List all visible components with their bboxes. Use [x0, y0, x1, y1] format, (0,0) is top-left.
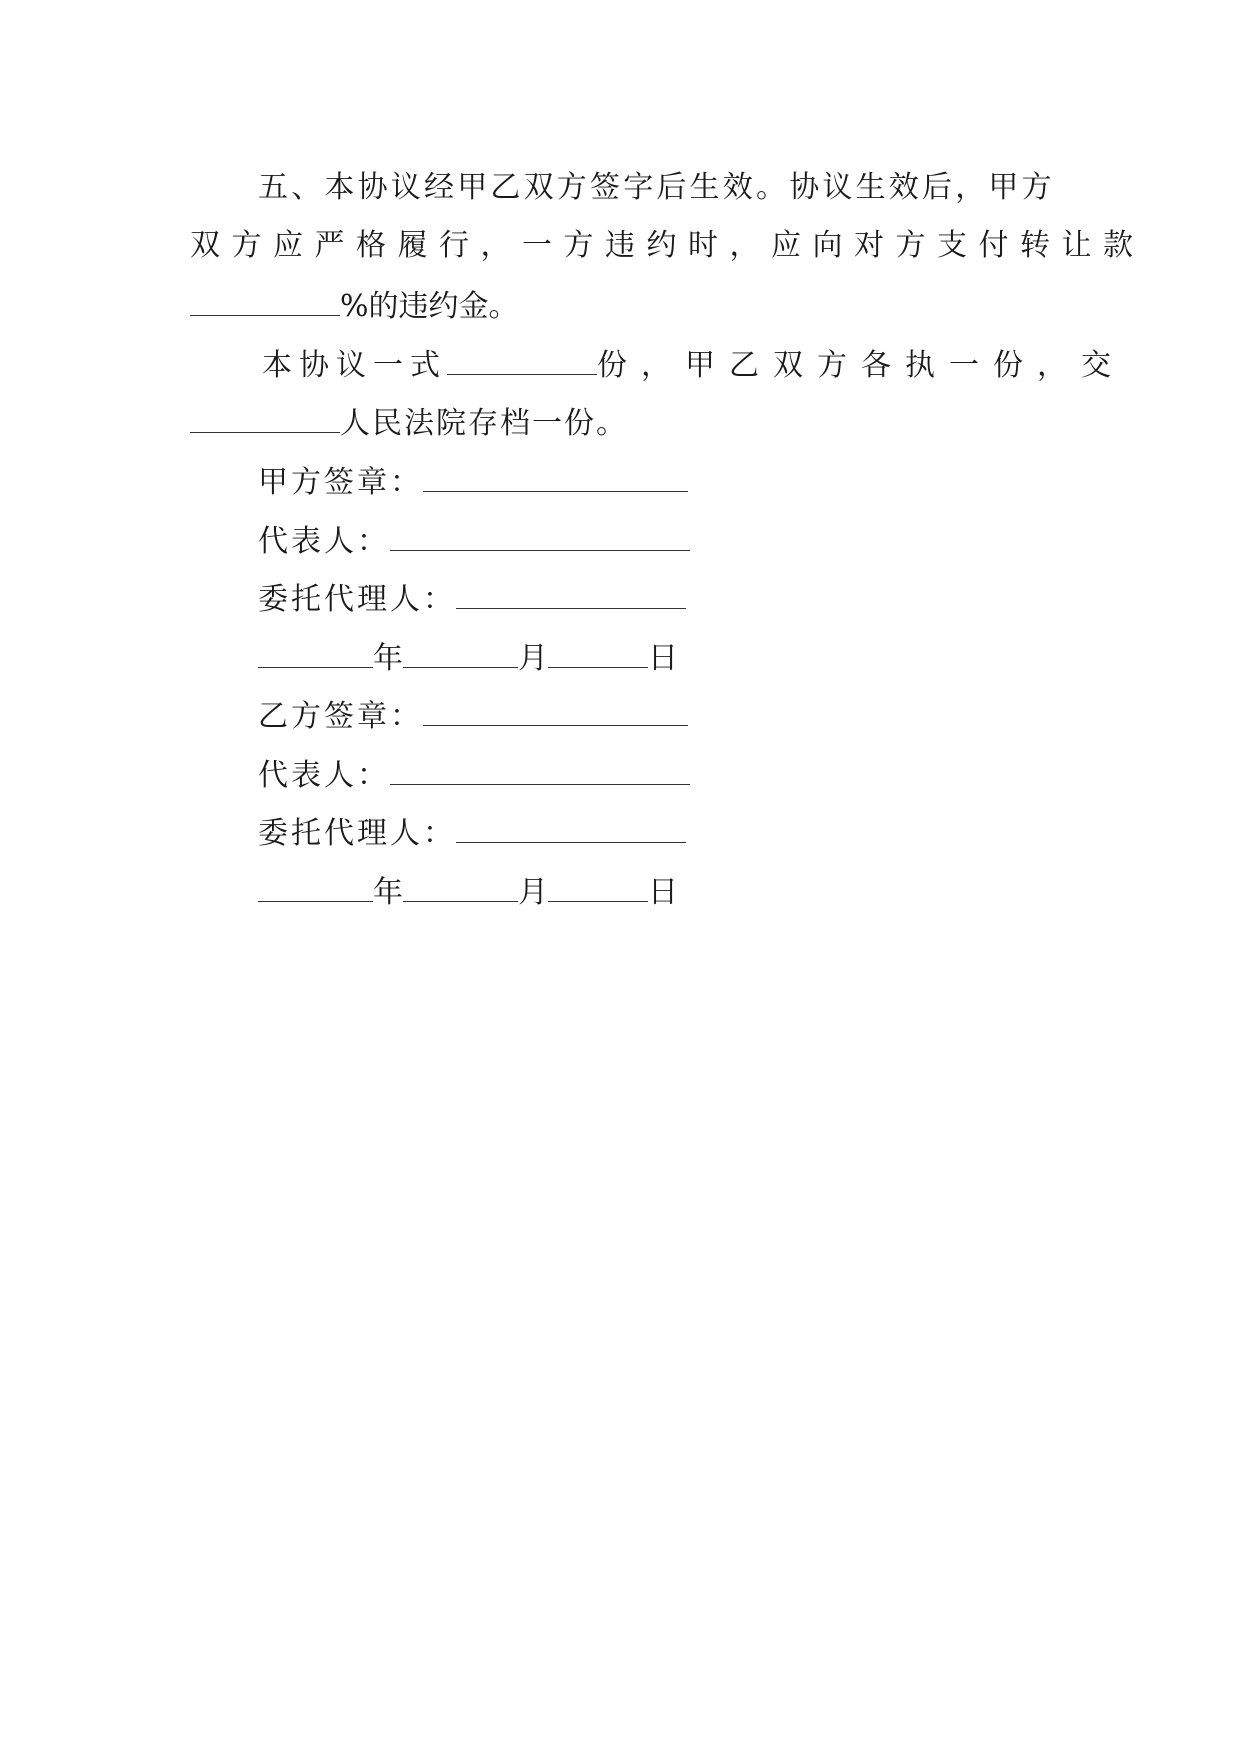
copies-line2: [190, 402, 628, 442]
clause5-text-2: 双方应严格履行，一方违约时，应向对方支付转让款: [190, 228, 1145, 263]
copies-count-blank[interactable]: [447, 344, 597, 375]
party-b-rep-label: 代表人：: [258, 758, 390, 793]
party-a-agent-line: [258, 578, 686, 618]
party-b-date-line: [258, 871, 678, 911]
party-b-agent-label: 委托代理人：: [258, 816, 456, 851]
party-a-seal-blank[interactable]: [423, 461, 688, 492]
party-a-day-label: 日: [648, 641, 678, 676]
party-a-year-label: 年: [373, 641, 403, 676]
party-b-day-blank[interactable]: [548, 871, 648, 902]
party-a-seal-label: 甲方签章：: [258, 465, 423, 500]
party-a-agent-blank[interactable]: [456, 578, 686, 609]
copies-text-1: 本协议一式: [262, 348, 447, 383]
party-a-rep-line: [258, 520, 690, 560]
party-a-date-line: [258, 637, 678, 677]
party-b-seal-label: 乙方签章：: [258, 699, 423, 734]
party-a-rep-blank[interactable]: [390, 520, 690, 551]
court-name-blank[interactable]: [190, 402, 340, 433]
party-a-month-label: 月: [518, 641, 548, 676]
party-a-agent-label: 委托代理人：: [258, 582, 456, 617]
party-a-year-blank[interactable]: [258, 637, 373, 668]
party-b-day-label: 日: [648, 875, 678, 910]
clause5-line1: [258, 168, 1055, 208]
clause5-text-3: %的违约金。: [340, 289, 519, 324]
clause5-line2: [190, 226, 1145, 266]
party-b-rep-line: [258, 754, 690, 794]
penalty-percent-blank[interactable]: [190, 285, 340, 316]
party-a-month-blank[interactable]: [403, 637, 518, 668]
copies-text-3: 人民法院存档一份。: [340, 406, 628, 441]
clause5-text-1: 五、本协议经甲乙双方签字后生效。协议生效后，甲方: [258, 170, 1055, 205]
party-b-month-label: 月: [518, 875, 548, 910]
copies-line1: [262, 344, 1125, 384]
party-b-year-label: 年: [373, 875, 403, 910]
party-b-month-blank[interactable]: [403, 871, 518, 902]
party-b-year-blank[interactable]: [258, 871, 373, 902]
party-b-seal-line: [258, 695, 688, 735]
copies-text-2: 份，甲乙双方各执一份，交: [597, 348, 1125, 383]
party-b-seal-blank[interactable]: [423, 695, 688, 726]
party-b-agent-line: [258, 812, 686, 852]
party-a-rep-label: 代表人：: [258, 524, 390, 559]
party-b-rep-blank[interactable]: [390, 754, 690, 785]
party-a-seal-line: [258, 461, 688, 501]
party-a-day-blank[interactable]: [548, 637, 648, 668]
clause5-line3: [190, 285, 519, 325]
party-b-agent-blank[interactable]: [456, 812, 686, 843]
